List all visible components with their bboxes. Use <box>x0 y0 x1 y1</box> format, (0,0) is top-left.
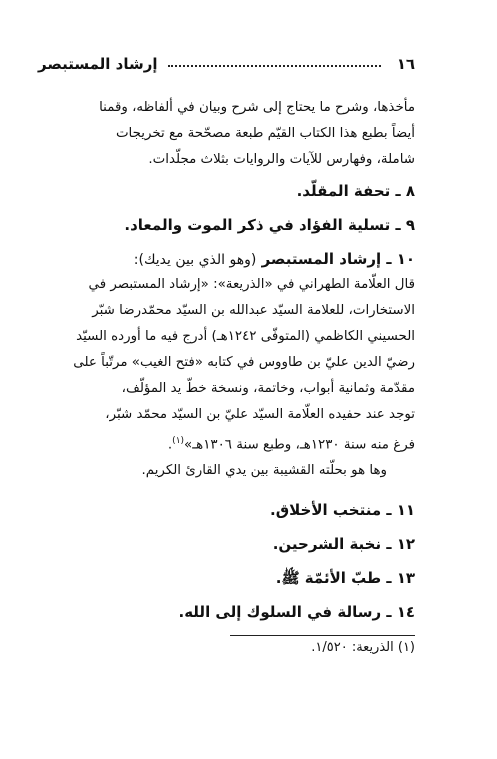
list-item: ١٣ ـ طبّ الأئمّة ﷺ. <box>275 569 415 587</box>
text-line: أيضاً بطبع هذا الكتاب القيّم طبعة مصحّحة مع تخريجات <box>115 126 415 141</box>
list-item: ٨ ـ تحفة المقلّد. <box>296 182 415 200</box>
text-line: الاستخارات، للعلامة السيّد عبدالله بن السيّد محمّدرضا شبّر <box>92 303 415 318</box>
text-line: فرغ منه سنة ١٢٣٠هـ، وطبع سنة ١٣٠٦هـ»$^{(١)}$. <box>167 436 415 453</box>
list-item: ١٤ ـ رسالة في السلوك إلى الله. <box>178 603 415 621</box>
list-item: ٩ ـ تسلية الفؤاد في ذكر الموت والمعاد. <box>124 216 415 234</box>
running-header <box>38 52 415 76</box>
footnote-rule <box>230 635 415 636</box>
works-list-a <box>38 174 415 277</box>
footnote-marker: (١) <box>172 436 185 446</box>
text-line: رضيّ الدين عليّ بن طاووس في كتابه «فتح الغيب» مرتّباً على <box>73 355 415 370</box>
text-line: قال العلّامة الطهراني في «الذريعة»: «إرشاد المستبصر في <box>88 277 415 292</box>
list-item: ١١ ـ منتخب الأخلاق. <box>270 501 415 519</box>
text-line: شاملة، وفهارس للآيات والروايات بثلاث مجلّدات. <box>148 152 415 167</box>
list-item: ١٢ ـ نخبة الشرحين. <box>272 535 415 553</box>
list-item-title: ١٠ ـ إرشاد المستبصر <box>261 250 415 268</box>
works-list-b <box>38 493 415 629</box>
text-line-content: فرغ منه سنة ١٢٣٠هـ، وطبع سنة ١٣٠٦هـ» <box>184 437 415 453</box>
text-line: الحسيني الكاظمي (المتوفّى ١٢٤٢هـ) أدرج فيه ما أورده السيّد <box>76 329 415 344</box>
intro-paragraph <box>38 95 415 173</box>
text-line: وها هو بحلّته القشيبة بين يدي القارئ الكريم. <box>141 463 387 478</box>
text-line: مقدّمة وثمانية أبواب، وخاتمة، ونسخة خطّ يد المؤلّف، <box>121 381 415 396</box>
text-line: مأخذها، وشرح ما يحتاج إلى شرح وبيان في ألفاظه، وقمنا <box>99 100 415 115</box>
running-title: إرشاد المستبصر <box>38 55 158 73</box>
closing-paragraph <box>38 458 415 484</box>
header-dotted-leader <box>168 65 381 67</box>
text-line: توجد عند حفيده العلّامة السيّد عليّ بن السيّد محمّد شبّر، <box>105 407 415 422</box>
footnote: (١) الذريعة: ١/٥٢٠. <box>311 640 415 655</box>
quotation-paragraph <box>38 272 415 458</box>
list-item-note: (وهو الذي بين يديك): <box>133 252 257 268</box>
page-number: ١٦ <box>396 55 415 73</box>
